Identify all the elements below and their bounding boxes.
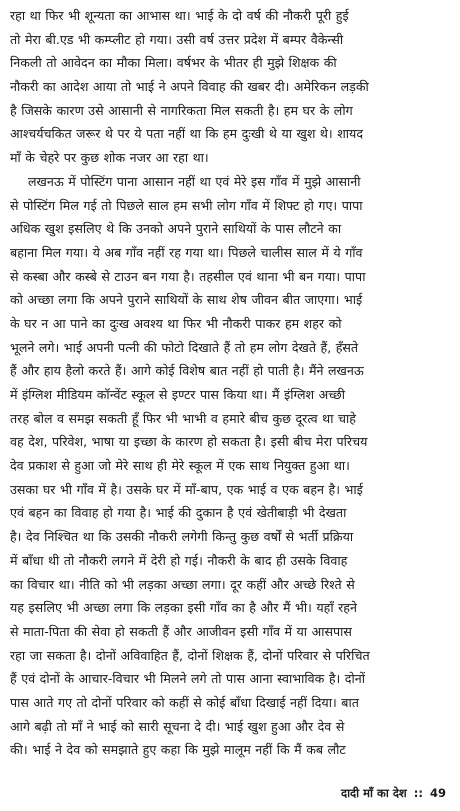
text-line: वह देश, परिवेश, भाषा या इच्छा के कारण हो सकता है। इसी बीच मेरा परिचय	[10, 434, 368, 450]
text-line: आश्चर्यचकित जरूर थे पर ये पता नहीं था कि हम दुःखी थे या खुश थे। शायद	[10, 126, 364, 142]
text-line: की। भाई ने देव को समझाते हुए कहा कि मुझे मालूम नहीं कि मैं कब लौट	[10, 742, 346, 758]
text-line: अधिक खुश इसलिए थे कि उनको अपने पुराने साथियों के पास लौटने का	[10, 221, 342, 237]
text-line: तरह बोल व समझ सकती हूँ फिर भी भाभी व हमारे बीच कुछ दूरत्व था चाहे	[10, 410, 356, 426]
text-line: है। देव निश्चित था कि उसकी नौकरी लगेगी किन्तु कुछ वर्षों से भर्ती प्रक्रिया	[10, 529, 354, 545]
text-line: लखनऊ में पोस्टिंग पाना आसान नहीं था एवं मेरे इस गाँव में मुझे आसानी	[10, 173, 361, 189]
text-line: रहा जा सकता है। दोनों अविवाहित हैं, दोनों शिक्षक हैं, दोनों परिवार से परिचित	[10, 647, 370, 663]
book-page	[10, 4, 452, 807]
text-line: निकली तो आवेदन का मौका मिला। वर्षभर के भीतर ही मुझे शिक्षक की	[10, 55, 337, 71]
text-line: को अच्छा लगा कि अपने पुराने साथियों के साथ शेष जीवन बीत जाएगा। भाई	[10, 292, 363, 308]
text-line: है जिसके कारण उसे आसानी से नागरिकता मिल सकती है। हम घर के लोग	[10, 102, 353, 118]
text-line: रहा था फिर भी शून्यता का आभास था। भाई के दो वर्ष की नौकरी पूरी हुई	[10, 8, 349, 23]
text-line: से कस्बा और कस्बे से टाउन बन गया है। तहसील एवं थाना भी बन गया। पापा	[10, 268, 366, 284]
text-line: बहाना मिल गया। ये अब गाँव नहीं रह गया था। पिछले चालीस साल में ये गाँव	[10, 244, 363, 260]
text-line: के घर न आ पाने का दुःख अवश्य था फिर भी नौकरी पाकर हम शहर को	[10, 315, 342, 331]
text-line: का विचार था। नीति को भी लड़का अच्छा लगा। दूर कहीं और अच्छे रिश्ते से	[10, 576, 355, 592]
text-line: यह इसलिए भी अच्छा लगा कि लड़का इसी गाँव का है और मैं भी। यहाँ रहने	[10, 600, 357, 616]
text-line: एवं बहन का विवाह हो गया है। भाई की दुकान है एवं खेतीबाड़ी भी देखता	[10, 505, 347, 521]
text-line: नौकरी का आदेश आया तो भाई ने अपने विवाह की खबर दी। अमेरिकन लड़की	[10, 79, 369, 95]
page-body-text	[10, 4, 452, 762]
text-line: हैं और हाय हैलो करते हैं। आगे कोई विशेष बात नहीं हो पाती है। मैंने लखनऊ	[10, 363, 364, 379]
page-footer	[341, 786, 446, 801]
page-number: 49	[429, 786, 446, 800]
text-line: माँ के चेहरे पर कुछ शोक नजर आ रहा था।	[10, 150, 209, 166]
book-title: दादी माँ का देश	[340, 786, 407, 800]
text-line: देव प्रकाश से हुआ जो मेरे साथ ही मेरे स्कूल में एक साथ नियुक्त हुआ था।	[10, 458, 350, 474]
text-line: पास आते गए तो दोनों परिवार को कहीं से कोई बाँधा दिखाई नहीं दिया। बात	[10, 694, 359, 710]
text-line: आगे बढ़ी तो माँ ने भाई को सारी सूचना दे दी। भाई खुश हुआ और देव से	[10, 718, 345, 734]
text-line: से पोस्टिंग मिल गई तो पिछले साल हम सभी लोग गाँव में शिफ्ट हो गए। पापा	[10, 197, 363, 213]
text-line: हैं एवं दोनों के आचार-विचार भी मिलने लगे तो पास आना स्वाभाविक है। दोनों	[10, 671, 365, 687]
text-line: से माता-पिता की सेवा हो सकती हैं और आजीवन इसी गाँव में या आसपास	[10, 623, 352, 639]
text-line: भूलने लगे। भाई अपनी पत्नी की फोटो दिखाते हैं तो हम लोग देखते हैं, हँसते	[10, 339, 359, 355]
text-line: में बाँधा थी तो नौकरी लगने में देरी हो गई। नौकरी के बाद ही उसके विवाह	[10, 552, 348, 568]
text-line: तो मेरा बी.एड भी कम्प्लीट हो गया। उसी वर्ष उत्तर प्रदेश में बम्पर वैकेन्सी	[10, 31, 344, 47]
footer-separator: ::	[413, 786, 423, 800]
text-line: में इंग्लिश मीडियम कॉन्वेंट स्कूल से इण्टर पास किया था। मैं इंग्लिश अच्छी	[10, 387, 345, 402]
text-line: उसका घर भी गाँव में है। उसके घर में माँ-बाप, एक भाई व एक बहन है। भाई	[10, 481, 363, 497]
